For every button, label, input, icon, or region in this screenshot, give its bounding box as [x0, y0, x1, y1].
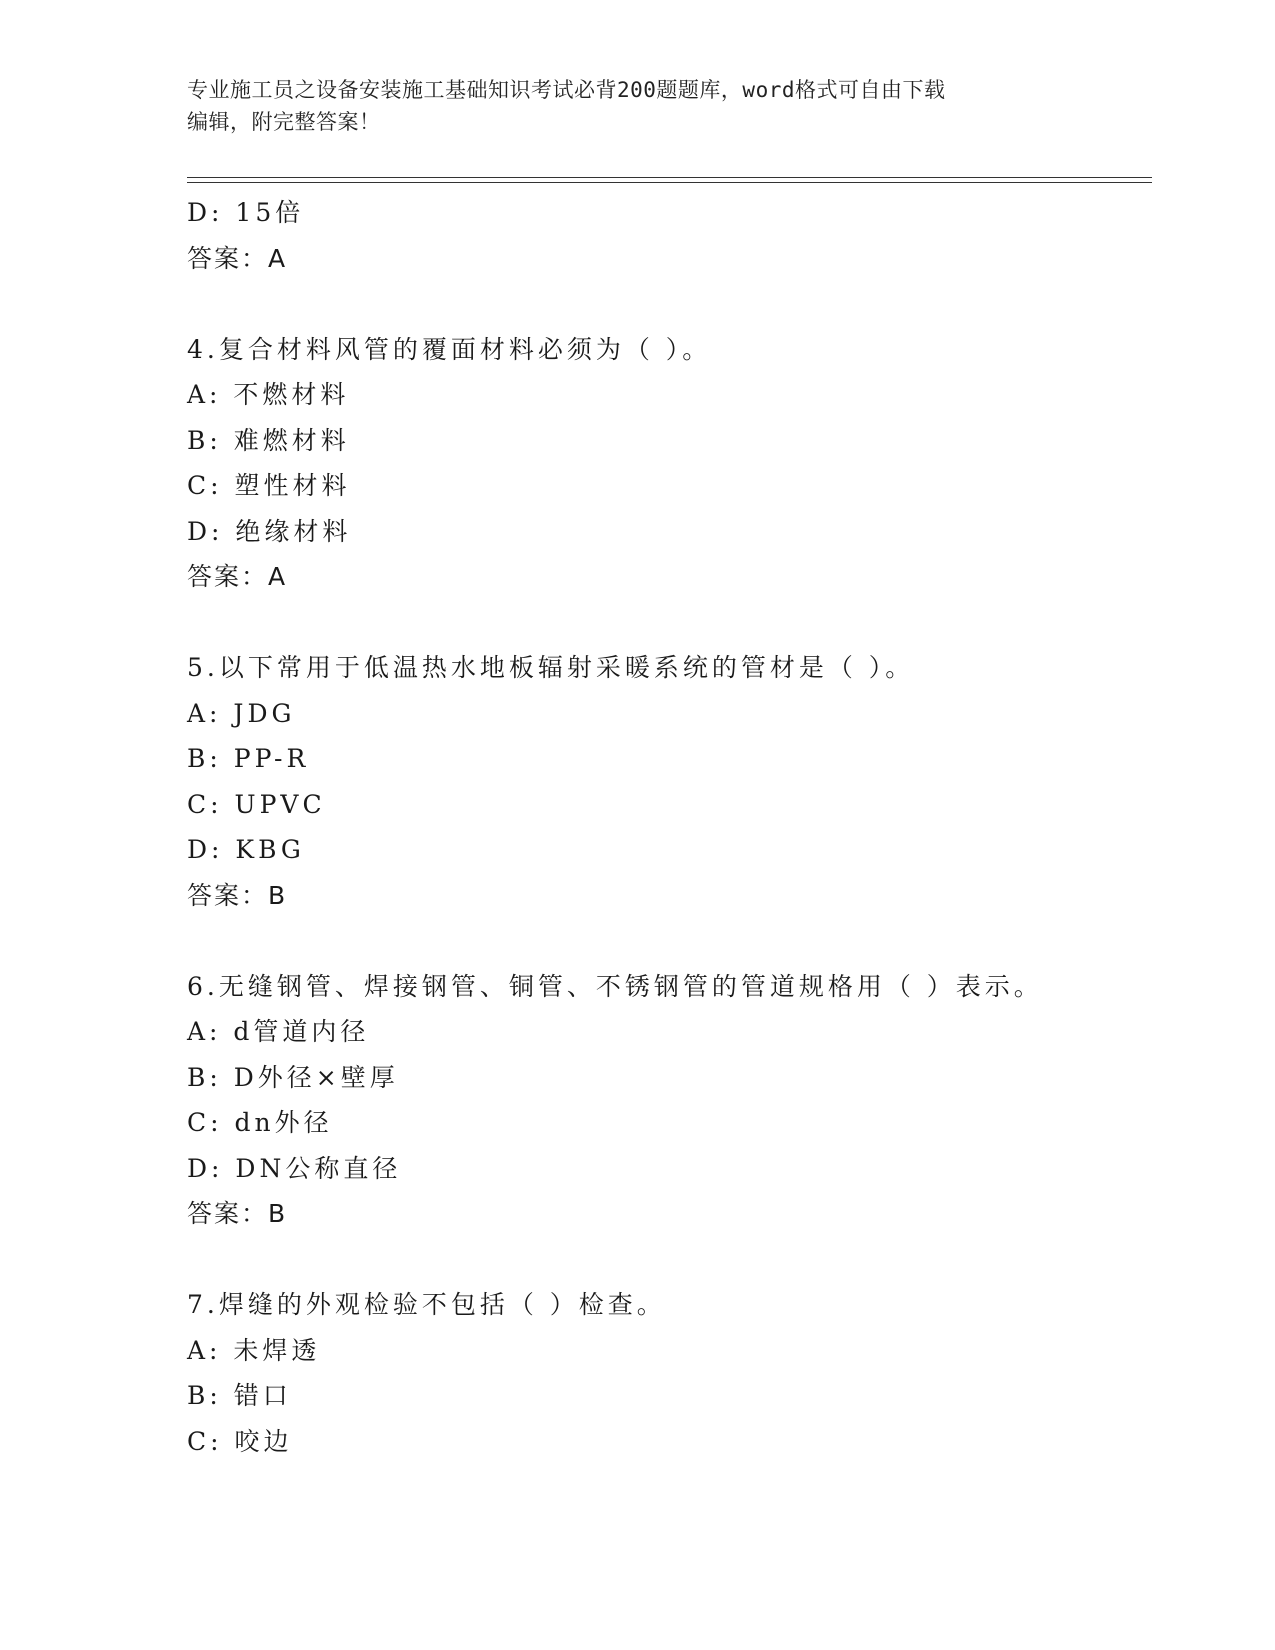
option-b: B: D外径×壁厚: [187, 1062, 399, 1092]
question-list: [187, 190, 1147, 1464]
document-header: [187, 74, 1067, 138]
option-a: A: JDG: [187, 698, 296, 728]
option-a: A: 未焊透: [187, 1335, 321, 1365]
spacer: [187, 918, 1147, 964]
header-title-line-1: 专业施工员之设备安装施工基础知识考试必背200题题库，word格式可自由下载: [187, 78, 946, 102]
option-b: B: 难燃材料: [187, 425, 350, 455]
option-d: D: KBG: [187, 835, 305, 864]
option-d: D: 绝缘材料: [187, 516, 352, 546]
option-b: B: 错口: [187, 1381, 292, 1410]
question-7: [187, 1282, 1147, 1464]
question-stem: 6.无缝钢管、焊接钢管、铜管、不锈钢管的管道规格用（ ）表示。: [187, 971, 1043, 1001]
question-stem: 4.复合材料风管的覆面材料必须为（ ）。: [187, 334, 712, 364]
question-stem: 7.焊缝的外观检验不包括（ ）检查。: [187, 1290, 666, 1319]
question-3-tail: [187, 190, 1147, 281]
answer-line: 答案：B: [187, 1199, 288, 1228]
header-title-line-2: 编辑，附完整答案！: [187, 110, 381, 134]
option-c: C: 咬边: [187, 1426, 293, 1456]
spacer: [187, 281, 1147, 327]
answer-line: 答案：A: [187, 562, 288, 591]
answer-line: 答案：B: [187, 880, 288, 910]
option-d: D: DN公称直径: [187, 1153, 402, 1183]
question-stem: 5.以下常用于低温热水地板辐射采暖系统的管材是（ ）。: [187, 653, 915, 682]
option-b: B: PP-R: [187, 744, 310, 773]
spacer: [187, 1237, 1147, 1283]
option-a: A: d管道内径: [187, 1017, 370, 1046]
header-divider-bottom: [187, 182, 1152, 183]
question-6: [187, 964, 1147, 1237]
option-c: C: 塑性材料: [187, 471, 351, 500]
header-divider-top: [187, 177, 1152, 178]
answer-line: 答案：A: [187, 243, 288, 273]
question-4: [187, 327, 1147, 600]
spacer: [187, 600, 1147, 646]
option-d: D: 15倍: [187, 198, 305, 227]
option-c: C: dn外径: [187, 1108, 333, 1137]
option-a: A: 不燃材料: [187, 380, 350, 409]
option-c: C: UPVC: [187, 789, 326, 819]
question-5: [187, 645, 1147, 918]
